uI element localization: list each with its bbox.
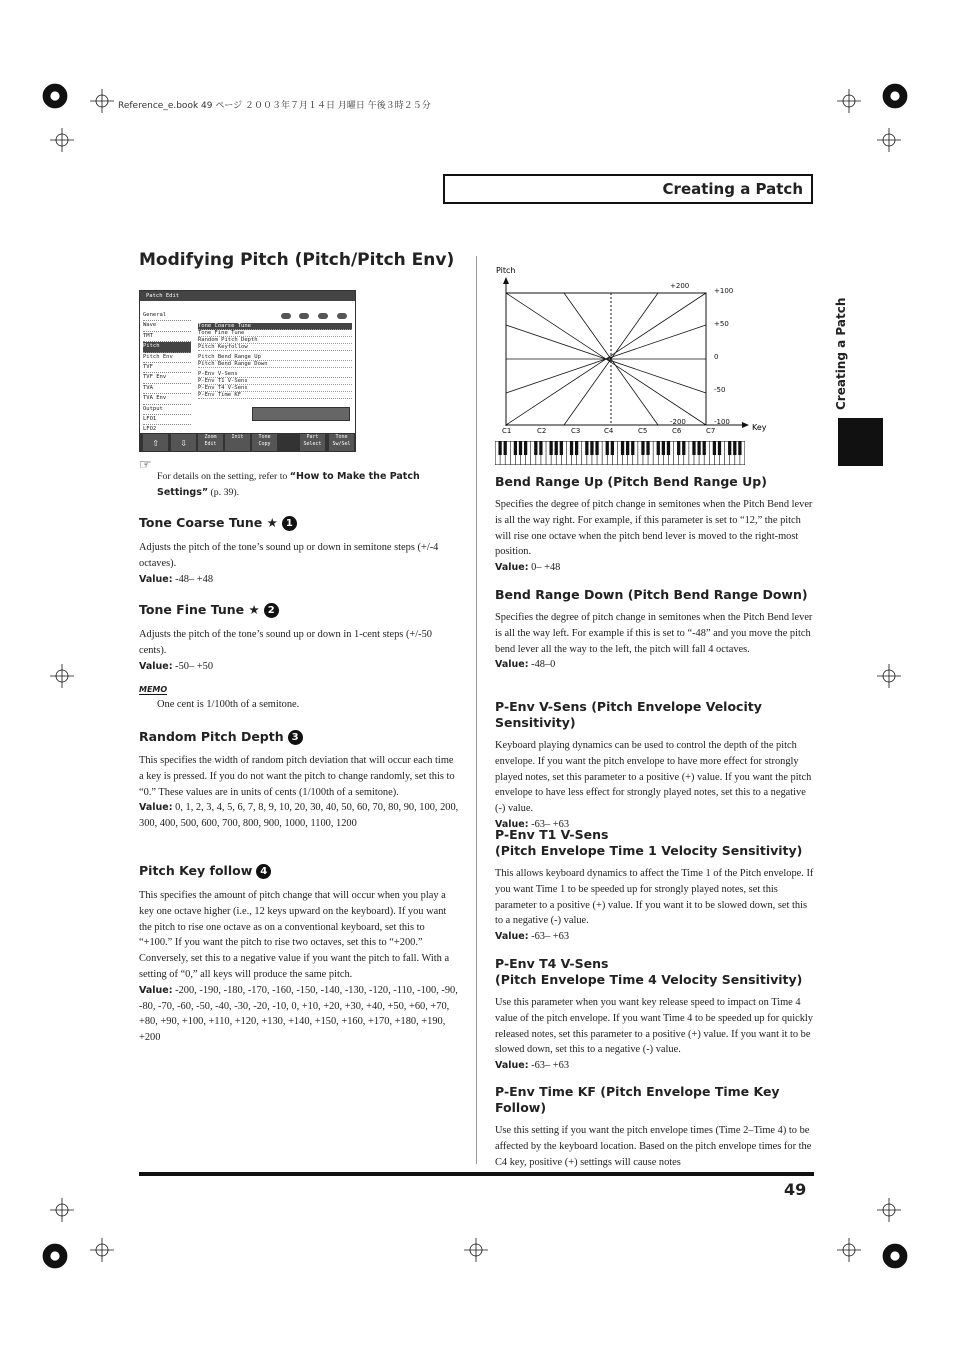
screenshot-side-item: Output (143, 405, 191, 415)
pitch-keyfollow-graph (490, 262, 780, 440)
screenshot-side-item: LFO1 (143, 415, 191, 425)
screenshot-param-row: Tone Coarse Tune (198, 323, 352, 330)
screenshot-side-item: Wave (143, 321, 191, 331)
screenshot-side-item: LFO2 (143, 425, 191, 435)
screenshot-param-row: P-Env V-Sens (198, 371, 352, 378)
screenshot-param-rows (198, 323, 352, 399)
graph-label-plus200: +200 (670, 282, 690, 290)
screenshot-side-item: Pitch (143, 342, 191, 352)
graph-xlabel: Key (752, 423, 767, 432)
up-arrow-icon: ⇧ (143, 434, 168, 451)
screenshot-side-item: General (143, 311, 191, 321)
side-tab-label: Creating a Patch (834, 297, 848, 410)
screenshot-title: Patch Edit (146, 293, 180, 299)
screenshot-function-bar (140, 433, 355, 452)
screenshot-title-bar (140, 291, 355, 301)
screenshot-param-row: Pitch Bend Range Up (198, 354, 352, 361)
param-pitch-key-follow: Pitch Key follow 4 This specifies the amount of pitch change that will occur when you play a key one octave higher (i.e., 12 keys upward on the keyboard). If you want the pitch to rise one octave as on a conventional keyboard, set this to “+100.” If you want the pitch to rise two octaves, set this to “+200.” Conversely, set this to a negative value if you want the pitch to fall. With a setting of “0,” all keys will produce the same pitch. Value: -200, -190, -180, -170, -160, -150, -140, -130, -120, -110, -100, -90, -80, -70, -60, -50, -40, -30, -20, -10, 0, +10, +20, +30, +40, +50, +60, +70, +80, +90, +100, +110, +120, +130, +140, +150, +160, +170, +180, +190, +200 (139, 863, 458, 1044)
page-number: 49 (784, 1180, 807, 1199)
memo-text: One cent is 1/100th of a semitone. (157, 699, 300, 710)
graph-key-c3: C3 (571, 427, 581, 435)
screenshot-func-button: Part Select (300, 434, 325, 451)
screenshot-param-row: Pitch Keyfollow (198, 344, 352, 351)
callout-number: 1 (282, 516, 297, 531)
keyboard-illustration (495, 441, 745, 465)
column-divider (476, 256, 477, 1164)
graph-key-c7: C7 (706, 427, 716, 435)
screenshot-side-item: Pitch Env (143, 353, 191, 363)
screenshot-param-row: Tone Fine Tune (198, 330, 352, 337)
screenshot-param-row: Pitch Bend Range Down (198, 361, 352, 368)
graph-label-minus100: -100 (714, 418, 730, 426)
graph-key-c6: C6 (672, 427, 682, 435)
graph-key-c1: C1 (502, 427, 512, 435)
callout-number: 3 (288, 730, 303, 745)
graph-key-c2: C2 (537, 427, 547, 435)
param-bend-range-down: Bend Range Down (Pitch Bend Range Down) Specifies the degree of pitch change in semitones when the Pitch Bend lever is all the way left. For example if this is set to “-48” and you move the pitch bend lever all the way to the left, the pitch will fall 4 octaves. Value: -48–0 (495, 587, 813, 671)
param-penv-t1-v-sens: P-Env T1 V-Sens (Pitch Envelope Time 1 Velocity Sensitivity) This allows keyboard dynamics to affect the Time 1 of the Pitch envelope. If you want Time 1 to be speeded up for strongly played notes, set this parameter to a positive (+) value. If you want it to be slowed down, set this to a negative (-) value. Value: -63– +63 (495, 827, 814, 943)
param-penv-t4-v-sens: P-Env T4 V-Sens (Pitch Envelope Time 4 Velocity Sensitivity) Use this parameter when you want key release speed to impact on Time 4 value of the pitch envelope. If you want Time 4 to be speeded up for quickly released notes, set this parameter to a positive (+) value. If you want it to be slowed down, set this to a negative (-) value. Value: -63– +63 (495, 956, 813, 1072)
screenshot-side-item: TVF Env (143, 373, 191, 383)
screenshot-param-row: Random Pitch Depth (198, 337, 352, 344)
graph-key-c4: C4 (604, 427, 614, 435)
callout-number: 2 (264, 603, 279, 618)
side-tab-marker (838, 418, 883, 466)
patch-edit-screenshot (139, 290, 356, 452)
footer-rule (139, 1172, 814, 1176)
screenshot-func-button: Init (225, 434, 250, 451)
side-tab-label-wrap (826, 297, 866, 420)
graph-label-plus50: +50 (714, 320, 729, 328)
param-tone-coarse-tune: Tone Coarse Tune ★ 1 Adjusts the pitch of the tone’s sound up or down in semitone steps (+/-4 octaves). Value: -48– +48 (139, 515, 439, 585)
screenshot-param-row: P-Env Time KF (198, 392, 352, 399)
param-bend-range-up: Bend Range Up (Pitch Bend Range Up) Specifies the degree of pitch change in semitones when the Pitch Bend lever is all the way right. For example, if this parameter is set to “12,” the pitch will rise one octave when the pitch bend lever is moved to the right-most position. Value: 0– +48 (495, 474, 813, 574)
graph-label-minus50: -50 (714, 386, 726, 394)
graph-label-zero: 0 (714, 353, 719, 361)
screenshot-side-item: TVF (143, 363, 191, 373)
graph-label-plus100: +100 (714, 287, 734, 295)
screenshot-side-item: TVA (143, 384, 191, 394)
param-tone-fine-tune: Tone Fine Tune ★ 2 Adjusts the pitch of the tone’s sound up or down in 1-cent steps (+/-50 cents). Value: -50– +50 (139, 602, 433, 672)
screenshot-side-item: TMT (143, 332, 191, 342)
screenshot-param-row: P-Env T4 V-Sens (198, 385, 352, 392)
reference-note: For details on the setting, refer to “How to Make the Patch Settings” (p. 39). (157, 471, 420, 498)
graph-label-minus200: -200 (670, 418, 686, 426)
page-title: Modifying Pitch (Pitch/Pitch Env) (139, 250, 455, 270)
reference-hand-icon: ☞ (139, 458, 152, 473)
param-penv-v-sens: P-Env V-Sens (Pitch Envelope Velocity Sensitivity) Keyboard playing dynamics can be used to control the depth of the pitch envelope. If you want the pitch envelope to have more effect for strongly played notes, set this parameter to a positive (+) value. If you want the pitch envelope to have less effect for strongly played notes, set this to a negative (-) value. Value: -63– +63 (495, 699, 812, 830)
down-arrow-icon: ⇩ (171, 434, 196, 451)
memo-label: MEMO (139, 685, 168, 694)
param-penv-time-kf: P-Env Time KF (Pitch Envelope Time Key Follow) Use this setting if you want the pitch envelope times (Time 2–Time 4) to be affected by the keyboard location. Based on the pitch envelope times for the C4 key, positive (+) settings will cause notes (495, 1084, 812, 1168)
callout-number: 4 (256, 864, 271, 879)
param-random-pitch-depth: Random Pitch Depth 3 This specifies the width of random pitch deviation that will occur each time a key is pressed. If you do not want the pitch to change randomly, set this to “0.” These values are in units of cents (1/100th of a semitone). Value: 0, 1, 2, 3, 4, 5, 6, 7, 8, 9, 10, 20, 30, 40, 50, 60, 70, 80, 90, 100, 200, 300, 400, 500, 600, 700, 800, 900, 1000, 1100, 1200 (139, 729, 459, 830)
graph-ylabel: Pitch (496, 266, 516, 275)
screenshot-func-button: Tone Copy (252, 434, 277, 451)
section-title-box (443, 174, 813, 204)
screenshot-side-item: TVA Env (143, 394, 191, 404)
graph-key-c5: C5 (638, 427, 648, 435)
screenshot-func-button: Zoom Edit (198, 434, 223, 451)
screenshot-func-button: Tone Sw/Sel (329, 434, 354, 451)
section-title: Creating a Patch (662, 180, 803, 198)
screenshot-param-row: P-Env T1 V-Sens (198, 378, 352, 385)
file-header: Reference_e.book 49 ページ ２００３年７月１４日 月曜日 午後３時２５分 (118, 101, 431, 111)
screenshot-side-list (143, 311, 191, 436)
